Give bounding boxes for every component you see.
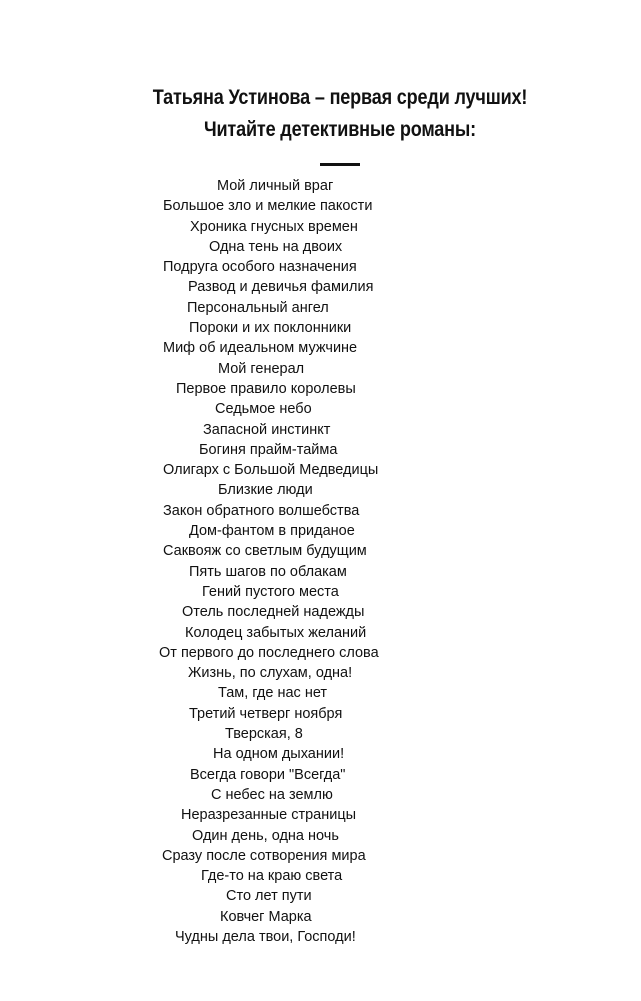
book-title-item: Персональный ангел bbox=[187, 299, 329, 316]
book-title-item: Седьмое небо bbox=[215, 401, 312, 418]
book-title-item: Неразрезанные страницы bbox=[181, 807, 357, 824]
book-title-item: Мой личный враг bbox=[217, 178, 334, 194]
book-title-item: Гений пустого места bbox=[202, 583, 339, 600]
book-title-item: Третий четверг ноября bbox=[189, 705, 343, 722]
heading-call-to-read: Читайте детективные романы: bbox=[203, 118, 477, 141]
book-title-item: На одном дыхании! bbox=[213, 746, 345, 763]
book-title-item: Пять шагов по облакам bbox=[189, 563, 347, 580]
heading-author-line: Татьяна Устинова – первая среди лучших! bbox=[152, 86, 528, 109]
book-title-item: Жизнь, по слухам, одна! bbox=[188, 665, 353, 682]
book-title-item: Один день, одна ночь bbox=[192, 827, 339, 844]
book-title-item: Пороки и их поклонники bbox=[189, 320, 352, 337]
book-title-list bbox=[0, 176, 641, 947]
book-title-item: Ковчег Марка bbox=[220, 908, 312, 925]
book-title-item: Олигарх с Большой Медведицы bbox=[163, 462, 379, 479]
book-title-item: Саквояж со светлым будущим bbox=[163, 543, 367, 560]
book-title-item: С небес на землю bbox=[211, 786, 333, 803]
book-title-item: Сразу после сотворения мира bbox=[162, 847, 366, 864]
book-title-item: Там, где нас нет bbox=[218, 685, 328, 702]
book-title-item: Дом-фантом в приданое bbox=[189, 523, 355, 540]
book-title-item: От первого до последнего слова bbox=[159, 644, 379, 661]
book-title-item: Отель последней надежды bbox=[182, 604, 365, 621]
book-title-item: Первое правило королевы bbox=[176, 380, 356, 397]
book-title-item: Мой генерал bbox=[218, 360, 305, 377]
book-title-item: Богиня прайм-тайма bbox=[199, 441, 338, 458]
book-title-item: Чудны дела твои, Господи! bbox=[175, 928, 356, 945]
divider-rule bbox=[320, 163, 360, 166]
book-title-item: Миф об идеальном мужчине bbox=[163, 340, 358, 357]
book-title-item: Закон обратного волшебства bbox=[163, 502, 360, 519]
book-title-item: Хроника гнусных времен bbox=[190, 218, 358, 235]
book-title-item: Большое зло и мелкие пакости bbox=[163, 198, 373, 215]
book-title-item: Развод и девичья фамилия bbox=[188, 279, 374, 296]
book-title-item: Где-то на краю света bbox=[201, 868, 343, 885]
book-title-item: Тверская, 8 bbox=[225, 726, 303, 743]
book-title-item: Близкие люди bbox=[218, 482, 313, 499]
book-title-item: Колодец забытых желаний bbox=[185, 624, 367, 641]
book-title-item: Сто лет пути bbox=[226, 888, 312, 905]
book-title-item: Подруга особого назначения bbox=[163, 259, 357, 276]
book-title-item: Всегда говори "Всегда" bbox=[190, 766, 346, 783]
book-title-item: Запасной инстинкт bbox=[203, 421, 331, 438]
book-title-item: Одна тень на двоих bbox=[209, 238, 343, 255]
